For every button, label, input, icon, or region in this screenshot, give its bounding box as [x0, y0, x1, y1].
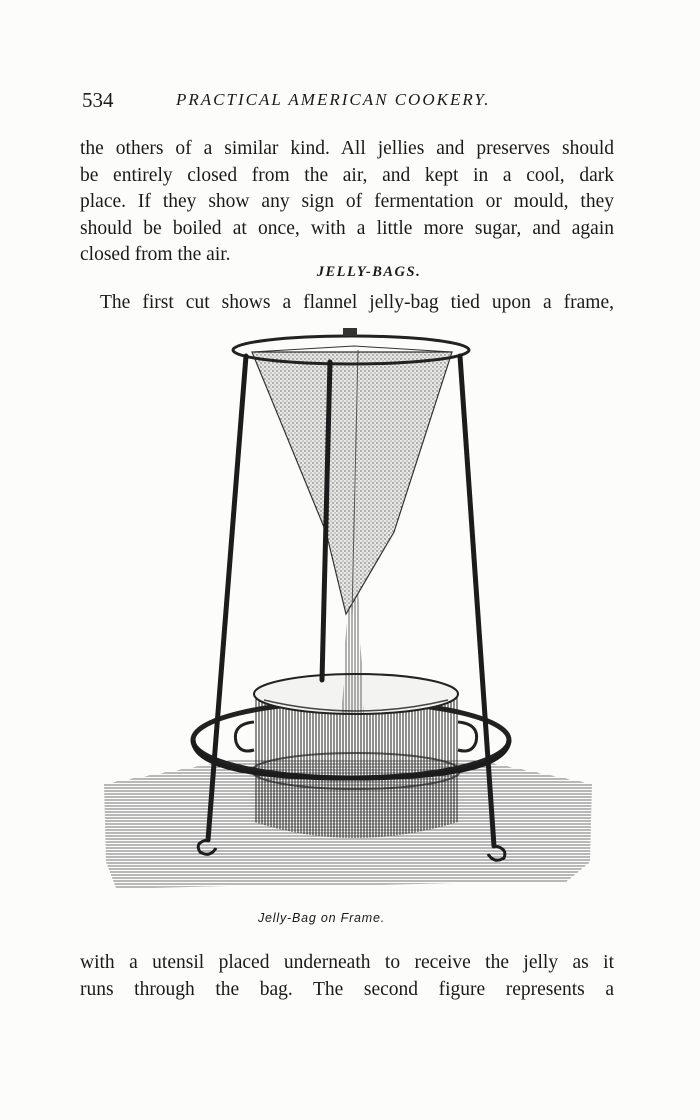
text-line: closed from the air.	[80, 244, 231, 265]
page-header	[0, 88, 700, 118]
paragraph-1	[80, 136, 614, 269]
text-line: with a utensil placed underneath to receive the jelly as it	[80, 952, 614, 973]
section-heading: JELLY-BAGS.	[316, 264, 422, 280]
text-line: should be boiled at once, with a little more sugar, and again	[80, 217, 614, 239]
text-line: runs through the bag. The second figure represents a	[80, 978, 614, 1000]
paragraph-2	[100, 290, 614, 317]
flannel-bag	[252, 346, 452, 614]
paragraph-3	[80, 950, 614, 1003]
figure-caption: Jelly-Bag on Frame.	[258, 911, 386, 925]
jelly-bag-illustration	[96, 322, 602, 898]
text-line: be entirely closed from the air, and kept in a cool, dark	[80, 164, 614, 186]
running-title: PRACTICAL AMERICAN COOKERY.	[176, 90, 491, 109]
page-number: 534	[82, 88, 114, 112]
text-line: place. If they show any sign of fermentation or mould, they	[80, 191, 614, 212]
text-line: the others of a similar kind. All jellies and preserves should	[80, 138, 614, 159]
text-line: The first cut shows a flannel jelly-bag tied upon a frame,	[100, 292, 614, 313]
